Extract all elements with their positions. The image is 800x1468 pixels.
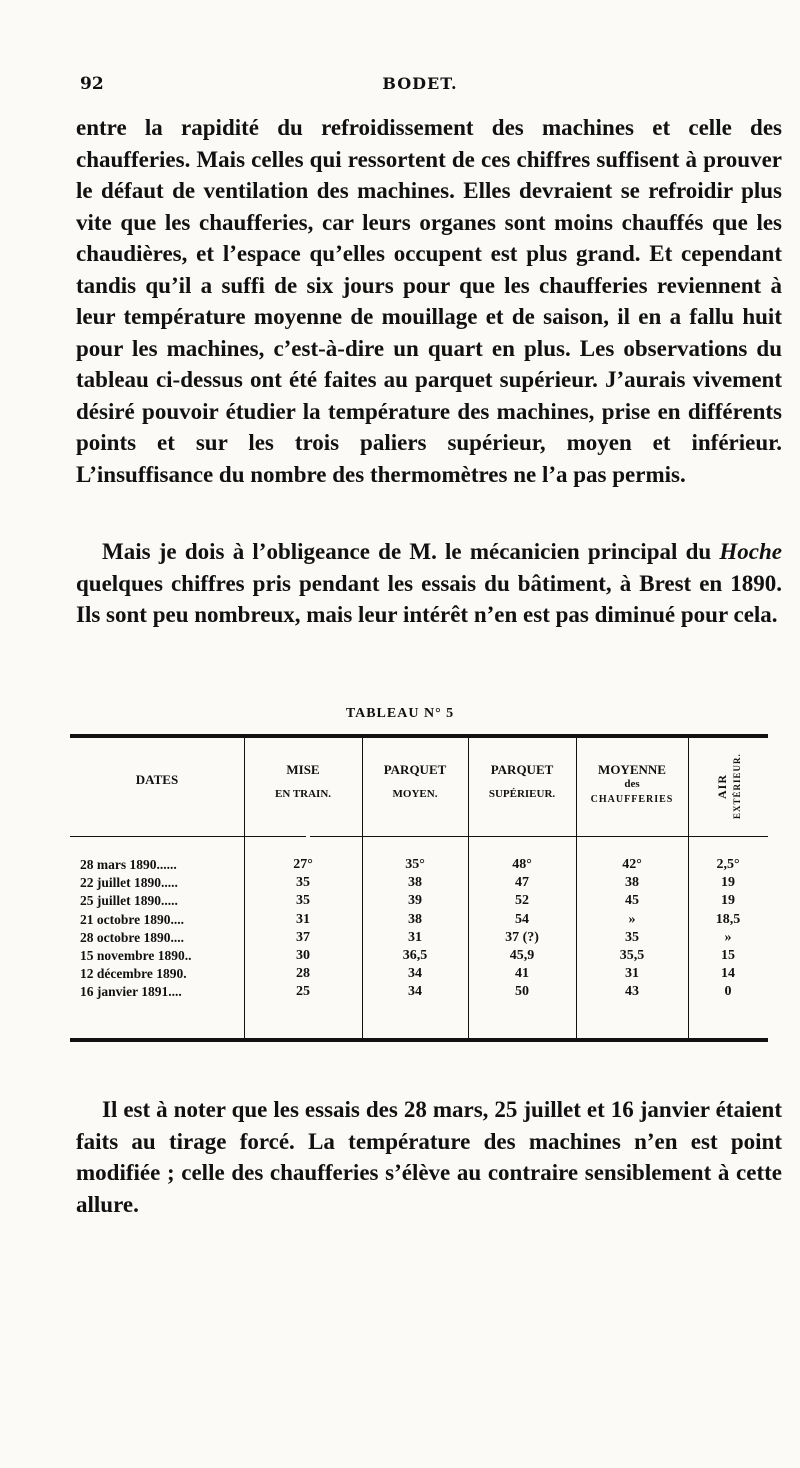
header-mise-1: MISE [286,762,320,777]
header-moy-1: MOYENNE [598,762,666,777]
table-cell: 2,5° [716,857,740,872]
table-cell: » [724,929,732,945]
paragraph-2-start: Mais je dois à l’obligeance de M. le mécanicien principal du [102,539,720,564]
paragraph-2 [76,536,782,631]
header-air-1: AIR [714,773,729,799]
table-cell: 35° [405,857,425,872]
paragraph-1-text: entre la rapidité du refroidissement des machines et celle des chaufferies. Mais celles qui ressortent de ces chiffres suffisent à prouver le défaut de ventilation des machines. Elles devraient se refroidir plus vite que les chaufferies, car leurs organes sont moins chauffés que les chaudières, et l’espace qu’elles occupent est plus grand. Et cependant tandis qu’il a suffi de six jours pour que les chaufferies reviennent à leur température moyenne de mouillage et de saison, il en a fallu huit pour les machines, c’est-à-dire un quart en plus. Les observations du tableau ci-dessus ont été faites au parquet supérieur. J’aurais vivement désiré pouvoir étudier la température des machines, prise en différents points et sur les trois paliers supérieur, moyen et inférieur. L’insuffisance du nombre des thermomètres ne l’a pas permis. [76,115,782,487]
header-air-vertical [688,744,768,828]
moyenne-chaufferies-cells [576,856,688,1002]
table-cell: 31 [625,966,639,982]
paragraph-2-text [76,536,782,631]
header-ps-2: SUPÉRIEUR. [488,788,556,800]
table-cell: 37 (?) [505,929,539,945]
table-cell: 45,9 [509,947,535,963]
table-cell: 14 [721,966,735,982]
air-exterieur-cells [688,856,768,1002]
table-cell: 15 [721,947,735,963]
table-cell: 16 janvier 1891.... [80,984,182,1000]
column-mise-en-train [244,738,363,1038]
table-cell: 35 [296,893,310,909]
table-cell: 35 [296,875,310,891]
table-cell: 21 octobre 1890.... [80,911,184,927]
table-cell: 27° [293,857,313,872]
table-cell: 28 [296,966,310,982]
parquet-moyen-cells [362,856,468,1002]
table-cell: 38 [408,875,422,891]
temperature-table [70,734,768,1042]
paragraph-3-text: Il est à noter que les essais des 28 mars, 25 juillet et 16 janvier étaient faits au tirage forcé. La température des machines n’en est point modifiée ; celle des chaufferies s’élève au contraire sensiblement à cette allure. [76,1097,782,1217]
header-mise-2: EN TRAIN. [274,788,332,800]
table-cell: 43 [625,984,639,1000]
table-cell: 42° [622,857,642,872]
table-cell: 38 [408,911,422,927]
header-parquet-superieur [468,738,576,834]
table-cell: 38 [625,875,639,891]
table-cell: 48° [512,857,532,872]
table-cell: 34 [408,984,422,1000]
header-air-2: EXTÉRIEUR. [731,753,742,819]
table-cell: 19 [721,875,735,891]
mise-en-train-cells [244,856,362,1002]
table-cell: 39 [408,893,422,909]
header-ps-1: PARQUET [490,762,554,777]
table-cell: 28 octobre 1890.... [80,929,184,945]
table-cell: 15 novembre 1890.. [80,947,192,963]
column-parquet-superieur [468,738,577,1038]
page-header [70,74,770,100]
table-cell: 31 [408,929,422,945]
running-head: BODET. [382,74,458,93]
table-cell: 50 [515,984,529,1000]
table-cell: 37 [296,929,310,945]
paragraph-1 [76,112,782,490]
paragraph-2-end: quelques chiffres pris pendant les essais du bâtiment, à Brest en 1890. Ils sont peu nombreux, mais leur intérêt n’en est pas diminué pour cela. [76,570,782,627]
table-cell: » [628,911,636,927]
table-cell: 31 [296,911,310,927]
header-dates [70,738,244,834]
table-cell: 25 [296,984,310,1000]
table-cell: 52 [515,893,529,909]
table-title: TABLEAU N° 5 [345,706,455,721]
table-cell: 25 juillet 1890..... [80,893,178,909]
table-cell: 34 [408,966,422,982]
header-parquet-moyen [362,738,468,834]
header-pm-1: PARQUET [383,762,447,777]
table-cell: 22 juillet 1890..... [80,875,178,891]
header-dates-label: DATES [135,772,179,787]
header-air-exterieur [688,738,768,834]
column-air-exterieur [688,738,768,1038]
table-cell: 12 décembre 1890. [80,966,187,982]
table-cell: 45 [625,893,639,909]
table-cell: 18,5 [715,911,741,927]
table-cell: 35,5 [619,947,645,963]
header-moyenne-chaufferies [576,738,688,834]
table-cell: 19 [721,893,735,909]
ship-name: Hoche [719,539,782,564]
table-cell: 41 [515,966,529,982]
header-moy-3: CHAUFFERIES [590,794,674,805]
table-cell: 28 mars 1890...... [80,857,177,872]
header-moy-2: des [624,778,640,790]
table-cell: 36,5 [402,947,428,963]
table-cell: 0 [724,984,732,1000]
dates-cells [70,856,244,1002]
column-dates [70,738,245,1038]
table-cell: 35 [625,929,639,945]
parquet-superieur-cells [468,856,576,1002]
table-cell: 54 [515,911,529,927]
header-mise-en-train [244,738,362,834]
column-parquet-moyen [362,738,469,1038]
table-cell: 30 [296,947,310,963]
header-pm-2: MOYEN. [392,788,438,800]
page-number: 92 [80,74,104,94]
column-moyenne-chaufferies [576,738,689,1038]
paragraph-3 [76,1094,782,1220]
table-cell: 47 [515,875,529,891]
